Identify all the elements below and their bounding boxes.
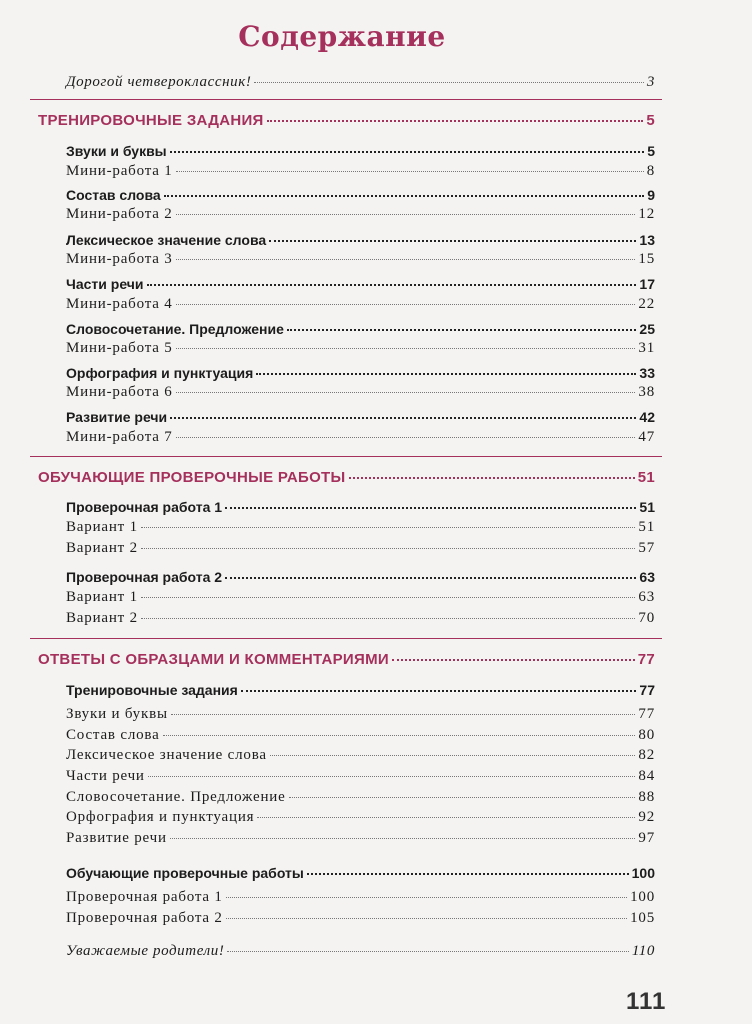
toc-entry-page: 13 [639, 232, 655, 248]
toc-entry-label: Орфография и пунктуация [66, 809, 255, 825]
section-divider [30, 638, 662, 639]
toc-entry-label: Тренировочные задания [66, 682, 238, 698]
toc-section-tests[interactable] [38, 469, 655, 486]
toc-entry-label: Вариант 1 [66, 589, 138, 605]
toc-entry-label: Состав слова [66, 187, 161, 203]
dot-leader [176, 437, 636, 438]
toc-entry-label: Дорогой четвероклассник! [66, 74, 252, 90]
dot-leader [164, 195, 645, 197]
toc-entry[interactable] [66, 830, 655, 847]
toc-entry-page: 25 [639, 321, 655, 337]
dot-leader [270, 755, 636, 756]
toc-entry-page: 92 [638, 809, 655, 825]
toc-entry-page: 12 [638, 206, 655, 222]
toc-entry[interactable] [66, 206, 655, 223]
toc-section-label: ОБУЧАЮЩИЕ ПРОВЕРОЧНЫЕ РАБОТЫ [38, 469, 346, 486]
dot-leader [269, 240, 636, 242]
toc-section-training[interactable] [38, 112, 655, 129]
dot-leader [163, 735, 636, 736]
toc-entry-page: 47 [638, 429, 655, 445]
toc-entry[interactable] [66, 429, 655, 446]
toc-entry[interactable] [66, 296, 655, 313]
dot-leader [225, 577, 636, 579]
toc-entry-page: 105 [630, 910, 655, 926]
dot-leader [267, 120, 644, 122]
toc-entry-page: 84 [638, 768, 655, 784]
dot-leader [392, 659, 635, 661]
toc-entry[interactable] [66, 251, 655, 268]
dot-leader [256, 373, 636, 375]
toc-entry-label: Обучающие проверочные работы [66, 865, 304, 881]
section-divider [30, 456, 662, 457]
toc-entry-page: 57 [638, 540, 655, 556]
toc-section-label: ТРЕНИРОВОЧНЫЕ ЗАДАНИЯ [38, 112, 264, 129]
toc-entry-label: Звуки и буквы [66, 143, 167, 159]
dot-leader [171, 714, 636, 715]
dot-leader [148, 776, 636, 777]
toc-entry[interactable] [66, 540, 655, 557]
toc-entry[interactable] [66, 747, 655, 764]
dot-leader [287, 329, 637, 331]
toc-section-page: 5 [646, 112, 655, 129]
dot-leader [307, 873, 629, 875]
toc-entry[interactable] [66, 569, 655, 585]
dot-leader [289, 797, 636, 798]
toc-entry-page: 110 [631, 943, 655, 959]
toc-entry-label: Мини-работа 4 [66, 296, 173, 312]
toc-entry-label: Части речи [66, 276, 144, 292]
toc-entry[interactable] [66, 768, 655, 785]
dot-leader [176, 259, 636, 260]
dot-leader [176, 392, 636, 393]
dot-leader [170, 417, 636, 419]
toc-section-page: 77 [637, 651, 655, 668]
toc-entry[interactable] [66, 889, 655, 906]
toc-entry[interactable] [66, 384, 655, 401]
toc-entry-label: Мини-работа 3 [66, 251, 173, 267]
toc-entry-label: Вариант 1 [66, 519, 138, 535]
dot-leader [226, 918, 627, 919]
toc-entry-label: Мини-работа 2 [66, 206, 173, 222]
dot-leader [141, 618, 636, 619]
toc-entry[interactable] [66, 706, 655, 723]
toc-entry-page: 5 [647, 143, 655, 159]
toc-entry-label: Мини-работа 6 [66, 384, 173, 400]
toc-entry-page: 51 [638, 519, 655, 535]
toc-entry[interactable] [66, 910, 655, 927]
toc-entry[interactable] [66, 340, 655, 357]
toc-entry-page: 33 [639, 365, 655, 381]
toc-section-answers[interactable] [38, 651, 655, 668]
toc-entry[interactable] [66, 232, 655, 248]
toc-entry[interactable] [66, 143, 655, 159]
dot-leader [176, 348, 636, 349]
dot-leader [141, 548, 636, 549]
toc-entry-page: 63 [639, 569, 655, 585]
toc-entry-page: 22 [638, 296, 655, 312]
toc-entry[interactable] [66, 589, 655, 606]
dot-leader [254, 82, 643, 83]
toc-entry-page: 15 [638, 251, 655, 267]
toc-entry-page: 77 [639, 682, 655, 698]
dot-leader [226, 897, 627, 898]
dot-leader [176, 171, 644, 172]
section-divider [30, 99, 662, 100]
toc-entry-page: 63 [638, 589, 655, 605]
dot-leader [170, 151, 645, 153]
toc-entry[interactable] [66, 789, 655, 806]
toc-entry-intro[interactable] [66, 74, 655, 91]
dot-leader [257, 817, 635, 818]
toc-entry-label: Проверочная работа 2 [66, 910, 223, 926]
dot-leader [241, 690, 637, 692]
toc-entry-label: Проверочная работа 1 [66, 499, 223, 515]
dot-leader [147, 284, 637, 286]
toc-entry-page: 8 [646, 163, 655, 179]
dot-leader [170, 838, 636, 839]
toc-entry[interactable] [66, 409, 655, 425]
toc-entry[interactable] [66, 809, 655, 826]
toc-entry-label: Проверочная работа 1 [66, 889, 223, 905]
toc-entry-page: 100 [630, 889, 655, 905]
toc-entry-label: Развитие речи [66, 409, 168, 425]
toc-entry-label: Словосочетание. Предложение [66, 789, 286, 805]
toc-entry[interactable] [66, 276, 655, 292]
toc-entry-label: Словосочетание. Предложение [66, 321, 284, 337]
toc-entry-page: 9 [647, 187, 655, 203]
toc-entry[interactable] [66, 365, 655, 381]
toc-entry-page: 70 [638, 610, 655, 626]
toc-entry[interactable] [66, 727, 655, 744]
dot-leader [176, 304, 636, 305]
dot-leader [349, 477, 635, 479]
toc-entry[interactable] [66, 187, 655, 203]
toc-section-page: 51 [637, 469, 655, 486]
toc-entry[interactable] [66, 865, 655, 881]
dot-leader [141, 527, 636, 528]
toc-entry-label: Вариант 2 [66, 540, 138, 556]
toc-entry-page: 77 [638, 706, 655, 722]
toc-entry[interactable] [66, 682, 655, 698]
toc-entry[interactable] [66, 163, 655, 180]
toc-entry-label: Мини-работа 1 [66, 163, 173, 179]
toc-entry[interactable] [66, 321, 655, 337]
toc-entry-label: Уважаемые родители! [66, 943, 225, 959]
toc-entry-label: Мини-работа 7 [66, 429, 173, 445]
toc-entry-label: Части речи [66, 768, 145, 784]
page-number: 111 [626, 988, 667, 1015]
toc-entry-label: Состав слова [66, 727, 160, 743]
toc-entry-page: 31 [638, 340, 655, 356]
toc-entry-page: 100 [631, 865, 655, 881]
toc-entry-page: 51 [639, 499, 655, 515]
toc-entry-label: Звуки и буквы [66, 706, 168, 722]
toc-entry[interactable] [66, 610, 655, 627]
toc-entry-label: Развитие речи [66, 830, 167, 846]
toc-entry-outro[interactable] [66, 943, 655, 960]
toc-entry-page: 42 [639, 409, 655, 425]
toc-entry-page: 80 [638, 727, 655, 743]
toc-entry-label: Мини-работа 5 [66, 340, 173, 356]
dot-leader [141, 597, 636, 598]
toc-entry-label: Проверочная работа 2 [66, 569, 223, 585]
dot-leader [176, 214, 636, 215]
toc-entry[interactable] [66, 519, 655, 536]
toc-entry-page: 38 [638, 384, 655, 400]
page-title: Содержание [238, 20, 446, 53]
toc-section-label: ОТВЕТЫ С ОБРАЗЦАМИ И КОММЕНТАРИЯМИ [38, 651, 389, 668]
dot-leader [227, 951, 628, 952]
toc-entry-page: 88 [638, 789, 655, 805]
toc-entry-page: 3 [646, 74, 655, 90]
toc-entry-label: Вариант 2 [66, 610, 138, 626]
toc-entry-label: Орфография и пунктуация [66, 365, 254, 381]
toc-entry-page: 17 [639, 276, 655, 292]
dot-leader [225, 507, 636, 509]
toc-entry-page: 97 [638, 830, 655, 846]
toc-entry-label: Лексическое значение слова [66, 232, 267, 248]
toc-entry-label: Лексическое значение слова [66, 747, 267, 763]
toc-entry[interactable] [66, 499, 655, 515]
toc-entry-page: 82 [638, 747, 655, 763]
